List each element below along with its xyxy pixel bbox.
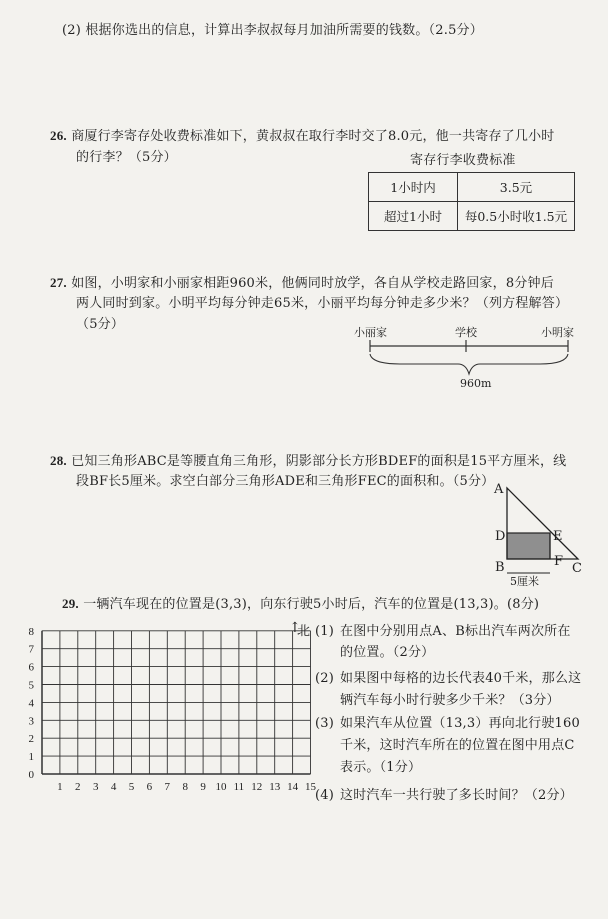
label-b: B	[495, 560, 505, 575]
q26-line1	[50, 125, 554, 147]
q29-sub3-text-a: 如果汽车从位置（13,3）再向北行驶160	[340, 716, 580, 731]
y-tick-label: 6	[28, 661, 34, 674]
label-school: 学校	[455, 326, 477, 339]
q27-text-2: 两人同时到家。小明平均每分钟走65米，小丽平均每分钟走多少米？（列方程解答）	[76, 296, 569, 311]
q28-line1	[50, 450, 566, 472]
q25-part2-number: (2)	[62, 23, 82, 38]
y-tick-label: 7	[28, 643, 34, 656]
fee-cell: 3.5元	[458, 173, 575, 202]
q29-text-1: 一辆汽车现在的位置是(3,3)，向东行驶5小时后，汽车的位置是(13,3)。(8分)	[83, 597, 540, 612]
y-tick-label: 4	[28, 697, 34, 710]
label-a: A	[494, 482, 504, 497]
fee-cell: 每0.5小时收1.5元	[458, 202, 575, 231]
label-f: F	[554, 554, 564, 569]
x-tick-label: 15	[305, 781, 316, 793]
y-tick-label: 2	[28, 733, 34, 746]
x-tick-label: 2	[75, 781, 81, 793]
q29-number: 29.	[62, 596, 79, 611]
q27-number: 27.	[50, 275, 67, 290]
q29-sub2-number: (2)	[315, 671, 335, 686]
north-arrow-icon: ↑	[289, 620, 301, 636]
x-tick-label: 9	[200, 781, 206, 793]
q29-sub4-text-a: 这时汽车一共行驶了多长时间？（2分）	[340, 788, 573, 803]
label-c: C	[572, 561, 583, 576]
q29-sub4-number: (4)	[315, 788, 335, 803]
x-tick-label: 12	[251, 781, 263, 793]
q27-line1	[50, 272, 554, 294]
q29-sub3-text-b: 千米，这时汽车所在的位置在图中用点C	[340, 738, 575, 753]
q26-text-2: 的行李？（5分）	[76, 150, 177, 165]
x-tick-label: 14	[287, 781, 299, 793]
north-label: 北	[297, 624, 311, 639]
q29-sub2-text-b: 辆汽车每小时行驶多少千米？（3分）	[340, 693, 560, 708]
fee-row	[369, 173, 575, 202]
q27-text-1: 如图，小明家和小丽家相距960米，他俩同时放学，各自从学校走路回家，8分钟后	[71, 276, 554, 291]
label-d: D	[495, 529, 506, 544]
y-tick-label: 5	[28, 679, 34, 692]
q28-text-2: 段BF长5厘米。求空白部分三角形ADE和三角形FEC的面积和。（5分）	[76, 474, 495, 489]
x-tick-label: 11	[233, 781, 245, 793]
q27-text-3: （5分）	[76, 317, 125, 332]
label-xiaoli-home: 小丽家	[354, 326, 387, 339]
x-tick-label: 7	[164, 781, 171, 793]
label-xiaoming-home: 小明家	[541, 326, 574, 339]
x-tick-label: 10	[215, 781, 227, 793]
q29-sub3-text-c: 表示。（1分）	[340, 760, 422, 775]
label-e: E	[553, 529, 563, 544]
q26-number: 26.	[50, 128, 67, 143]
q25-part2-text: 根据你选出的信息，计算出李叔叔每月加油所需要的钱数。（2.5分）	[85, 23, 483, 38]
fee-cell: 1小时内	[369, 173, 458, 202]
y-tick-label: 8	[28, 625, 34, 638]
bf-length-label: 5厘米	[510, 575, 539, 588]
x-tick-label: 1	[57, 781, 63, 793]
y-tick-label: 0	[28, 769, 34, 781]
coordinate-grid	[20, 612, 316, 797]
x-tick-label: 4	[110, 781, 117, 793]
fee-table	[368, 172, 575, 231]
q29-sub1-text-b: 的位置。（2分）	[340, 645, 435, 660]
fee-table-title: 寄存行李收费标准	[410, 153, 516, 168]
q29-sub1-number: (1)	[315, 624, 335, 639]
q29-sub1-text-a: 在图中分别用点A、B标出汽车两次所在	[340, 624, 571, 639]
y-tick-label: 3	[28, 715, 34, 728]
y-tick-label: 1	[28, 751, 34, 764]
q28-text-1: 已知三角形ABC是等腰直角三角形，阴影部分长方形BDEF的面积是15平方厘米，线	[71, 454, 567, 469]
q29-sub3-number: (3)	[315, 716, 335, 731]
x-tick-label: 5	[128, 781, 135, 793]
q26-text-1: 商厦行李寄存处收费标准如下，黄叔叔在取行李时交了8.0元，他一共寄存了几小时	[71, 129, 555, 144]
x-tick-label: 3	[92, 781, 99, 793]
x-tick-label: 13	[269, 781, 281, 793]
x-tick-label: 8	[182, 781, 188, 793]
q29-sub2-text-a: 如果图中每格的边长代表40千米，那么这	[340, 671, 582, 686]
q28-number: 28.	[50, 453, 67, 468]
fee-cell: 超过1小时	[369, 202, 458, 231]
fee-row	[369, 202, 575, 231]
distance-label: 960m	[460, 377, 492, 390]
q25-part2	[62, 20, 483, 41]
x-tick-label: 6	[146, 781, 153, 793]
